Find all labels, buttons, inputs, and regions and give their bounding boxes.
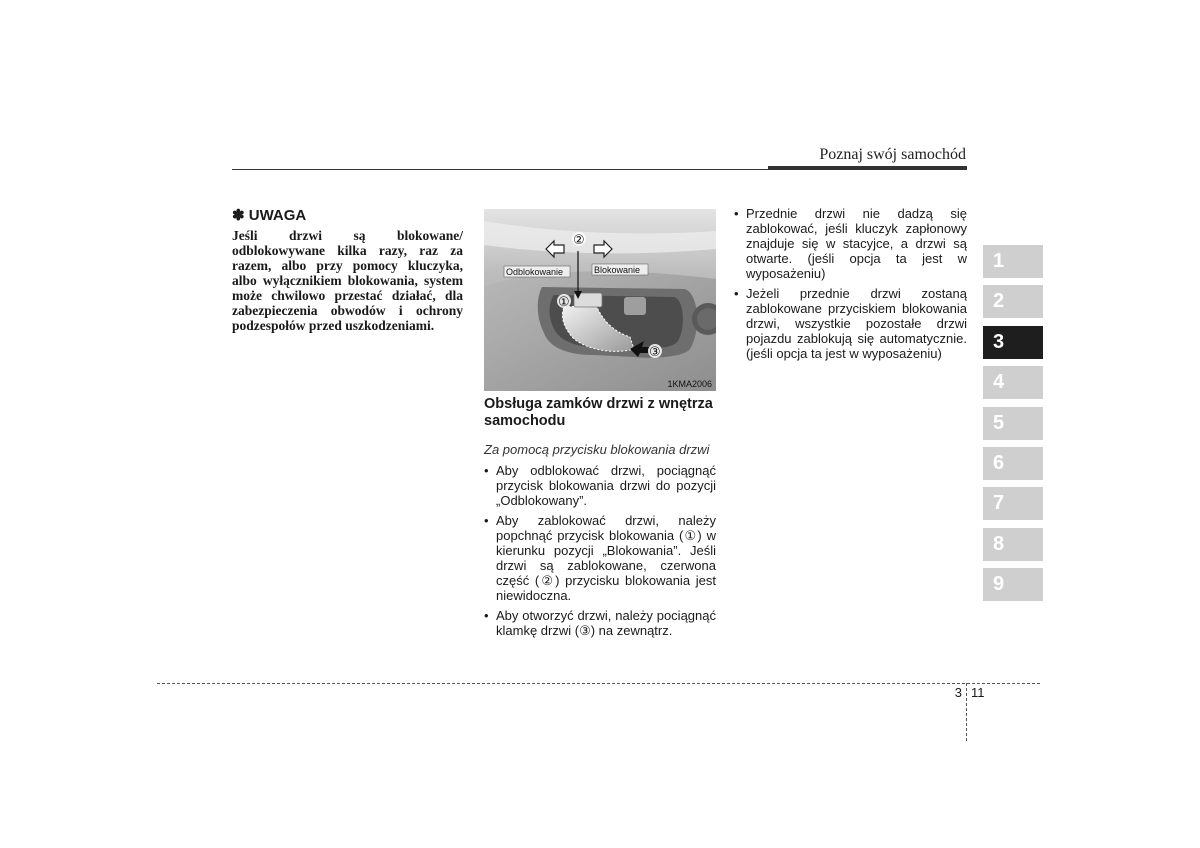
section-title: Obsługa zamków drzwi z wnętrza samochodu bbox=[484, 396, 713, 429]
page-chapter-number: 3 bbox=[954, 685, 962, 700]
chapter-tab-2[interactable]: 2 bbox=[983, 285, 1043, 318]
header-rule bbox=[232, 169, 967, 170]
chapter-tab-5[interactable]: 5 bbox=[983, 407, 1043, 440]
door-lock-illustration bbox=[484, 209, 716, 391]
running-header-title: Poznaj swój samochód bbox=[819, 146, 966, 163]
chapter-tab-3[interactable]: 3 bbox=[983, 326, 1043, 359]
chapter-tab-6[interactable]: 6 bbox=[983, 447, 1043, 480]
list-item: • Przednie drzwi nie dadzą się zablokować, jeśli kluczyk zapłonowy znajduje się w stacyjce, a drzwi są otwarte. (jeśli opcja ta jest w wyposażeniu) bbox=[734, 206, 967, 281]
chapter-tab-7[interactable]: 7 bbox=[983, 487, 1043, 520]
figure-code: 1KMA2006 bbox=[667, 379, 712, 389]
note-heading: ✽ UWAGA bbox=[232, 207, 307, 224]
middle-column bbox=[484, 396, 716, 643]
footer-rule bbox=[157, 683, 1040, 684]
door-lock-figure bbox=[484, 209, 716, 391]
notes-list bbox=[734, 206, 967, 361]
label-lock: Blokowanie bbox=[594, 265, 641, 275]
marker-2: ② bbox=[573, 233, 585, 248]
page-number: 11 bbox=[971, 685, 985, 700]
list-item: • Aby otworzyć drzwi, należy pociągnąć klamkę drzwi (③) na zewnątrz. bbox=[484, 608, 716, 638]
list-item: • Aby odblokować drzwi, pociągnąć przycisk blokowania drzwi do pozycji „Odblokowany”. bbox=[484, 463, 716, 508]
subsection-title: Za pomocą przycisku blokowania drzwi bbox=[484, 442, 710, 457]
label-unlock: Odblokowanie bbox=[506, 267, 564, 277]
list-item: • Aby zablokować drzwi, należy popchnąć przycisk blokowania (①) w kierunku pozycji „Blokowania”. Jeśli drzwi są zablokowane, czerwona część (②) przycisku blokowania jest niewidoczna. bbox=[484, 513, 716, 603]
marker-1: ① bbox=[558, 295, 570, 310]
note-box bbox=[232, 206, 463, 333]
chapter-tab-1[interactable]: 1 bbox=[983, 245, 1043, 278]
chapter-tab-4[interactable]: 4 bbox=[983, 366, 1043, 399]
marker-3: ③ bbox=[649, 345, 661, 360]
instruction-list bbox=[484, 463, 716, 638]
note-body: Jeśli drzwi są blokowane/ odblokowywane kilka razy, raz za razem, albo przy pomocy kluczyka, albo wyłącznikiem blokowania, system może chwilowo przestać działać, dla zabezpieczenia obwodów i ochrony podzespołów przed uszkodzeniami. bbox=[232, 228, 463, 333]
list-item: • Jeżeli przednie drzwi zostaną zablokowane przyciskiem blokowania drzwi, wszystkie pozostałe drzwi pojazdu zablokują się automatycznie. (jeśli opcja ta jest w wyposażeniu) bbox=[734, 286, 967, 361]
right-column bbox=[734, 206, 967, 366]
chapter-tab-8[interactable]: 8 bbox=[983, 528, 1043, 561]
footer-divider bbox=[966, 683, 967, 741]
chapter-tab-9[interactable]: 9 bbox=[983, 568, 1043, 601]
